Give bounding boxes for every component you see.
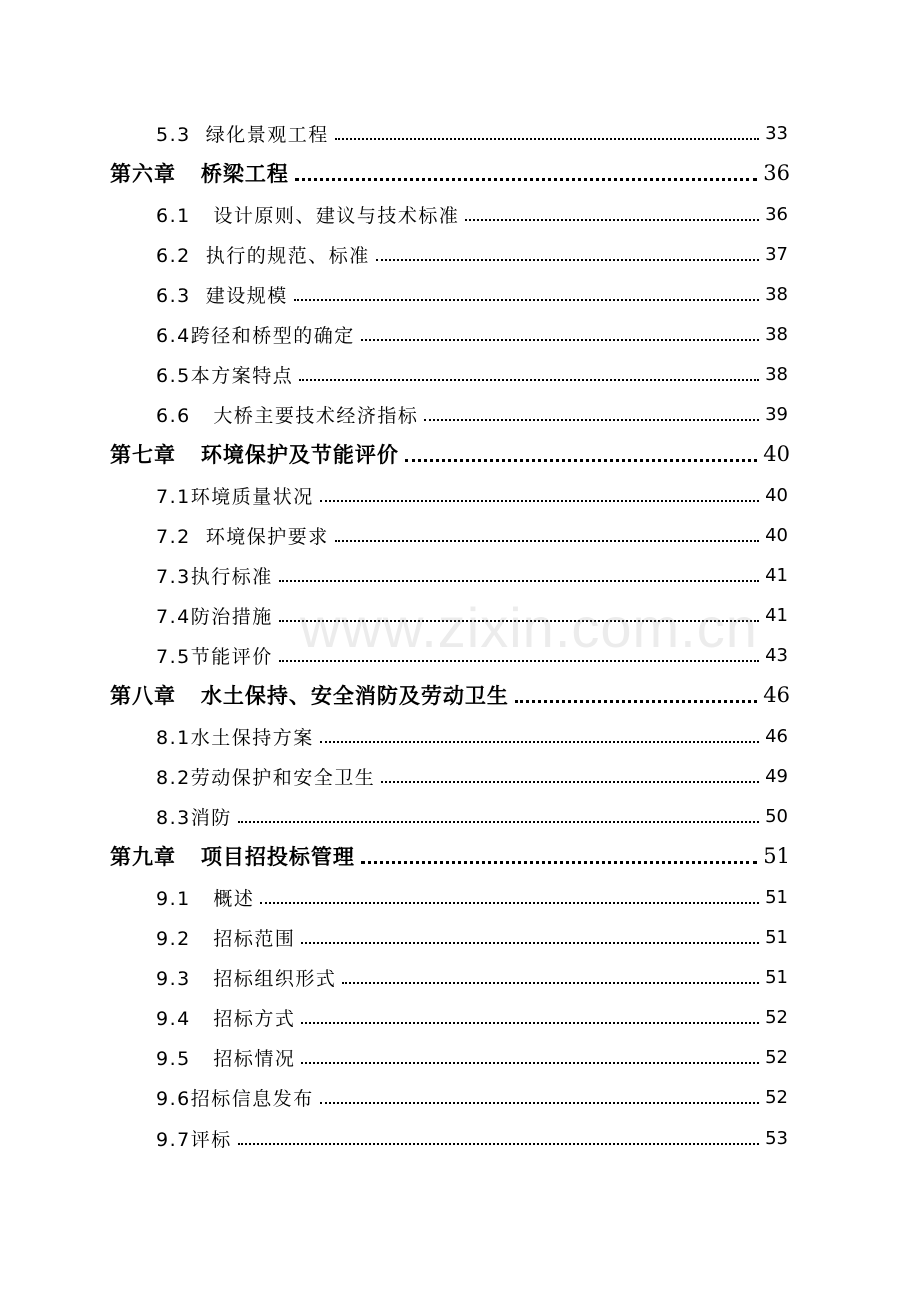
toc-entry-page: 39: [765, 403, 788, 425]
toc-entry-8-2[interactable]: [0, 756, 788, 796]
toc-entry-page: 50: [765, 805, 788, 827]
toc-entry-title: 8.2劳动保护和安全卫生: [156, 766, 376, 789]
toc-entry-page: 40: [765, 524, 788, 546]
toc-entry-page: 40: [765, 484, 788, 506]
toc-entry-page: 49: [765, 765, 788, 787]
toc-entry-page: 33: [765, 122, 788, 144]
toc-entry-title: 7.5节能评价: [156, 645, 273, 668]
toc-entry-7-1[interactable]: [0, 475, 788, 515]
toc-entry-6-1[interactable]: [0, 194, 788, 234]
toc-entry-title: 7.2 环境保护要求: [156, 525, 329, 548]
toc-entry-page: 52: [765, 1046, 788, 1068]
dot-leader: [515, 700, 757, 703]
dot-leader: [301, 942, 759, 944]
toc-entry-page: 38: [765, 323, 788, 345]
dot-leader: [320, 1102, 759, 1104]
dot-leader: [260, 902, 759, 904]
toc-entry-title: 9.7评标: [156, 1128, 232, 1151]
dot-leader: [342, 982, 759, 984]
dot-leader: [405, 459, 757, 462]
toc-entry-page: 51: [765, 886, 788, 908]
toc-entry-page: 36: [765, 203, 788, 225]
dot-leader: [381, 781, 759, 783]
toc-entry-9-4[interactable]: [0, 997, 788, 1037]
dot-leader: [238, 821, 759, 823]
toc-entry-title: 6.2 执行的规范、标准: [156, 244, 370, 267]
toc-entry-page: 38: [765, 283, 788, 305]
toc-entry-page: 41: [765, 604, 788, 626]
dot-leader: [238, 1143, 759, 1145]
toc-entry-title: 9.6招标信息发布: [156, 1087, 314, 1110]
toc-entry-title: 6.6 大桥主要技术经济指标: [156, 404, 419, 427]
dot-leader: [335, 138, 759, 140]
toc-entry-title: 7.1环境质量状况: [156, 485, 314, 508]
toc-chapter-page: 51: [763, 844, 790, 868]
toc-chapter-6[interactable]: [0, 153, 790, 193]
dot-leader: [299, 379, 759, 381]
toc-chapter-page: 40: [763, 442, 790, 466]
toc-entry-5-3[interactable]: [0, 113, 788, 153]
toc-entry-page: 53: [765, 1127, 788, 1149]
toc-chapter-title: 第九章 项目招投标管理: [110, 845, 355, 869]
toc-entry-page: 43: [765, 644, 788, 666]
toc-entry-title: 9.3 招标组织形式: [156, 967, 337, 990]
toc-entry-title: 6.4跨径和桥型的确定: [156, 324, 355, 347]
toc-entry-9-3[interactable]: [0, 957, 788, 997]
toc-chapter-title: 第八章 水土保持、安全消防及劳动卫生: [110, 684, 509, 708]
dot-leader: [295, 178, 757, 181]
toc-entry-title: 7.3执行标准: [156, 565, 273, 588]
toc-entry-7-3[interactable]: [0, 555, 788, 595]
toc-entry-6-6[interactable]: [0, 394, 788, 434]
dot-leader: [361, 861, 757, 864]
toc-entry-title: 9.4 招标方式: [156, 1007, 296, 1030]
toc-entry-page: 52: [765, 1006, 788, 1028]
toc-entry-6-5[interactable]: [0, 354, 788, 394]
dot-leader: [320, 500, 759, 502]
toc-entry-6-3[interactable]: [0, 274, 788, 314]
dot-leader: [301, 1062, 759, 1064]
dot-leader: [279, 660, 759, 662]
dot-leader: [465, 219, 759, 221]
toc-chapter-page: 36: [763, 161, 790, 185]
watermark: www.zixin.com.cn: [300, 596, 758, 659]
dot-leader: [294, 299, 759, 301]
toc-entry-6-2[interactable]: [0, 234, 788, 274]
toc-entry-title: 6.5本方案特点: [156, 364, 294, 387]
dot-leader: [320, 741, 759, 743]
toc-entry-7-2[interactable]: [0, 515, 788, 555]
toc-entry-title: 9.5 招标情况: [156, 1047, 296, 1070]
toc-entry-title: 8.3消防: [156, 806, 232, 829]
dot-leader: [335, 540, 759, 542]
toc-entry-page: 41: [765, 564, 788, 586]
toc-entry-title: 9.2 招标范围: [156, 927, 296, 950]
toc-entry-page: 52: [765, 1086, 788, 1108]
dot-leader: [361, 339, 759, 341]
toc-chapter-page: 46: [763, 683, 790, 707]
toc-entry-8-3[interactable]: [0, 796, 788, 836]
toc-entry-title: 7.4防治措施: [156, 605, 273, 628]
toc-entry-page: 37: [765, 243, 788, 265]
toc-entry-page: 51: [765, 966, 788, 988]
toc-entry-page: 51: [765, 926, 788, 948]
toc-entry-9-6[interactable]: [0, 1077, 788, 1117]
toc-entry-title: 9.1 概述: [156, 887, 255, 910]
toc-entry-title: 8.1水土保持方案: [156, 726, 314, 749]
toc-entry-page: 46: [765, 725, 788, 747]
dot-leader: [279, 580, 759, 582]
toc-entry-title: 5.3 绿化景观工程: [156, 123, 329, 146]
toc-chapter-9[interactable]: [0, 836, 790, 876]
toc-entry-9-2[interactable]: [0, 917, 788, 957]
dot-leader: [301, 1022, 759, 1024]
toc-entry-9-1[interactable]: [0, 877, 788, 917]
toc-chapter-title: 第六章 桥梁工程: [110, 162, 289, 186]
dot-leader: [424, 419, 759, 421]
toc-entry-title: 6.3 建设规模: [156, 284, 288, 307]
toc-entry-page: 38: [765, 363, 788, 385]
toc-entry-9-5[interactable]: [0, 1037, 788, 1077]
toc-entry-title: 6.1 设计原则、建议与技术标准: [156, 204, 460, 227]
toc-entry-9-7[interactable]: [0, 1118, 788, 1158]
toc-chapter-title: 第七章 环境保护及节能评价: [110, 443, 399, 467]
toc-entry-8-1[interactable]: [0, 716, 788, 756]
toc-entry-6-4[interactable]: [0, 314, 788, 354]
toc-chapter-7[interactable]: [0, 434, 790, 474]
toc-chapter-8[interactable]: [0, 675, 790, 715]
dot-leader: [376, 259, 759, 261]
